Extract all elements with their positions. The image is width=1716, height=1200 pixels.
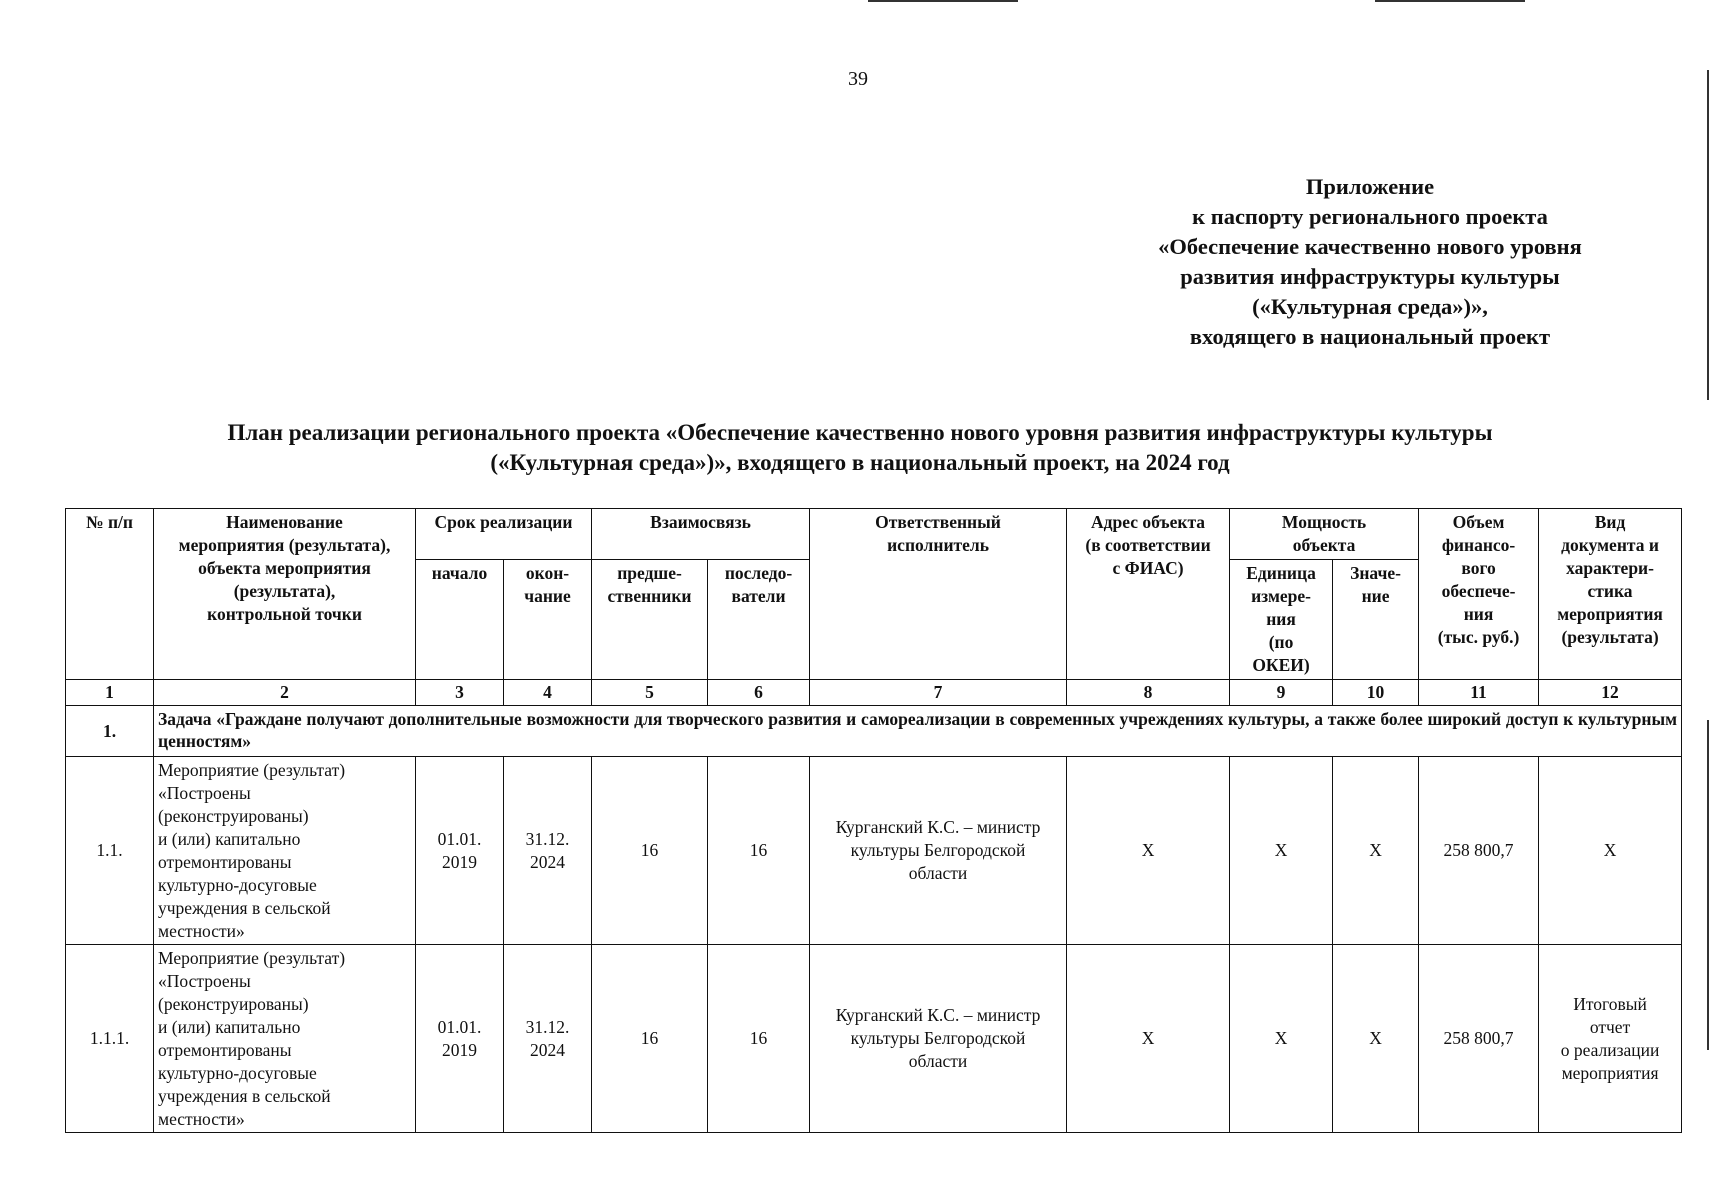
appendix-line: входящего в национальный проект <box>1189 324 1551 349</box>
appendix-line: «Обеспечение качественно нового уровня <box>1158 234 1582 259</box>
appendix-line: Приложение <box>1305 174 1435 199</box>
header-successors: последо- ватели <box>708 560 810 680</box>
header-capacity: Мощность объекта <box>1230 509 1419 560</box>
column-number-row <box>66 680 1682 706</box>
row-successors: 16 <box>708 757 810 945</box>
header-end: окон- чание <box>504 560 592 680</box>
row-name: Мероприятие (результат) «Построены (реконструированы) и (или) капитально отремонтированы культурно-досуговые учреждения в сельской местности» <box>154 945 416 1133</box>
table-row <box>66 757 1682 945</box>
column-number: 5 <box>592 680 708 706</box>
plan-title-line: План реализации регионального проекта «Обеспечение качественно нового уровня развития инфраструктуры культуры <box>227 420 1493 445</box>
header-num: № п/п <box>66 509 154 680</box>
column-number: 4 <box>504 680 592 706</box>
page-number: 39 <box>848 68 868 90</box>
appendix-line: («Культурная среда»)», <box>1252 294 1488 319</box>
row-funding: 258 800,7 <box>1419 945 1539 1133</box>
row-predecessors: 16 <box>592 757 708 945</box>
column-number: 6 <box>708 680 810 706</box>
row-name: Мероприятие (результат) «Построены (реконструированы) и (или) капитально отремонтированы культурно-досуговые учреждения в сельской местности» <box>154 757 416 945</box>
scan-edge-line <box>868 0 1018 2</box>
row-unit: X <box>1230 757 1333 945</box>
task-row <box>66 706 1682 757</box>
column-number: 8 <box>1067 680 1230 706</box>
row-address: X <box>1067 945 1230 1133</box>
header-unit: Единица измере- ния (по ОКЕИ) <box>1230 560 1333 680</box>
column-number: 11 <box>1419 680 1539 706</box>
column-number: 7 <box>810 680 1067 706</box>
row-unit: X <box>1230 945 1333 1133</box>
header-period: Срок реализации <box>416 509 592 560</box>
row-successors: 16 <box>708 945 810 1133</box>
scan-edge-line <box>1375 0 1525 2</box>
appendix-line: к паспорту регионального проекта <box>1192 204 1548 229</box>
row-number: 1.1. <box>66 757 154 945</box>
column-number: 10 <box>1333 680 1419 706</box>
task-text: Задача «Граждане получают дополнительные возможности для творческого развития и самореализации в современных учреждениях культуры, а также более широкий доступ к культурным ценностям» <box>154 706 1682 757</box>
column-number: 3 <box>416 680 504 706</box>
row-responsible: Курганский К.С. – министр культуры Белгородской области <box>810 945 1067 1133</box>
row-doc: Итоговый отчет о реализации мероприятия <box>1539 945 1682 1133</box>
row-start-date: 01.01. 2019 <box>416 757 504 945</box>
appendix-heading <box>1060 172 1680 352</box>
task-number: 1. <box>66 706 154 757</box>
header-start: начало <box>416 560 504 680</box>
row-funding: 258 800,7 <box>1419 757 1539 945</box>
appendix-line: развития инфраструктуры культуры <box>1180 264 1560 289</box>
header-predecessors: предше- ственники <box>592 560 708 680</box>
header-value: Значе- ние <box>1333 560 1419 680</box>
header-address: Адрес объекта (в соответствии с ФИАС) <box>1067 509 1230 680</box>
row-doc: X <box>1539 757 1682 945</box>
row-start-date: 01.01. 2019 <box>416 945 504 1133</box>
column-number: 2 <box>154 680 416 706</box>
row-predecessors: 16 <box>592 945 708 1133</box>
row-end-date: 31.12. 2024 <box>504 945 592 1133</box>
header-funding: Объем финансо- вого обеспече- ния (тыс. руб.) <box>1419 509 1539 680</box>
plan-title <box>40 418 1680 478</box>
column-number: 9 <box>1230 680 1333 706</box>
header-name: Наименование мероприятия (результата), объекта мероприятия (результата), контрольной точки <box>154 509 416 680</box>
row-end-date: 31.12. 2024 <box>504 757 592 945</box>
row-address: X <box>1067 757 1230 945</box>
row-responsible: Курганский К.С. – министр культуры Белгородской области <box>810 757 1067 945</box>
plan-title-line: («Культурная среда»)», входящего в национальный проект, на 2024 год <box>490 450 1230 475</box>
row-number: 1.1.1. <box>66 945 154 1133</box>
implementation-plan-table <box>65 508 1682 1133</box>
column-number: 12 <box>1539 680 1682 706</box>
column-number: 1 <box>66 680 154 706</box>
scan-edge-line <box>1707 70 1709 400</box>
header-responsible: Ответственный исполнитель <box>810 509 1067 680</box>
header-doc-type: Вид документа и характери- стика мероприятия (результата) <box>1539 509 1682 680</box>
table-row <box>66 945 1682 1133</box>
row-value: X <box>1333 757 1419 945</box>
row-value: X <box>1333 945 1419 1133</box>
header-relation: Взаимосвязь <box>592 509 810 560</box>
scan-edge-line <box>1707 720 1709 1050</box>
